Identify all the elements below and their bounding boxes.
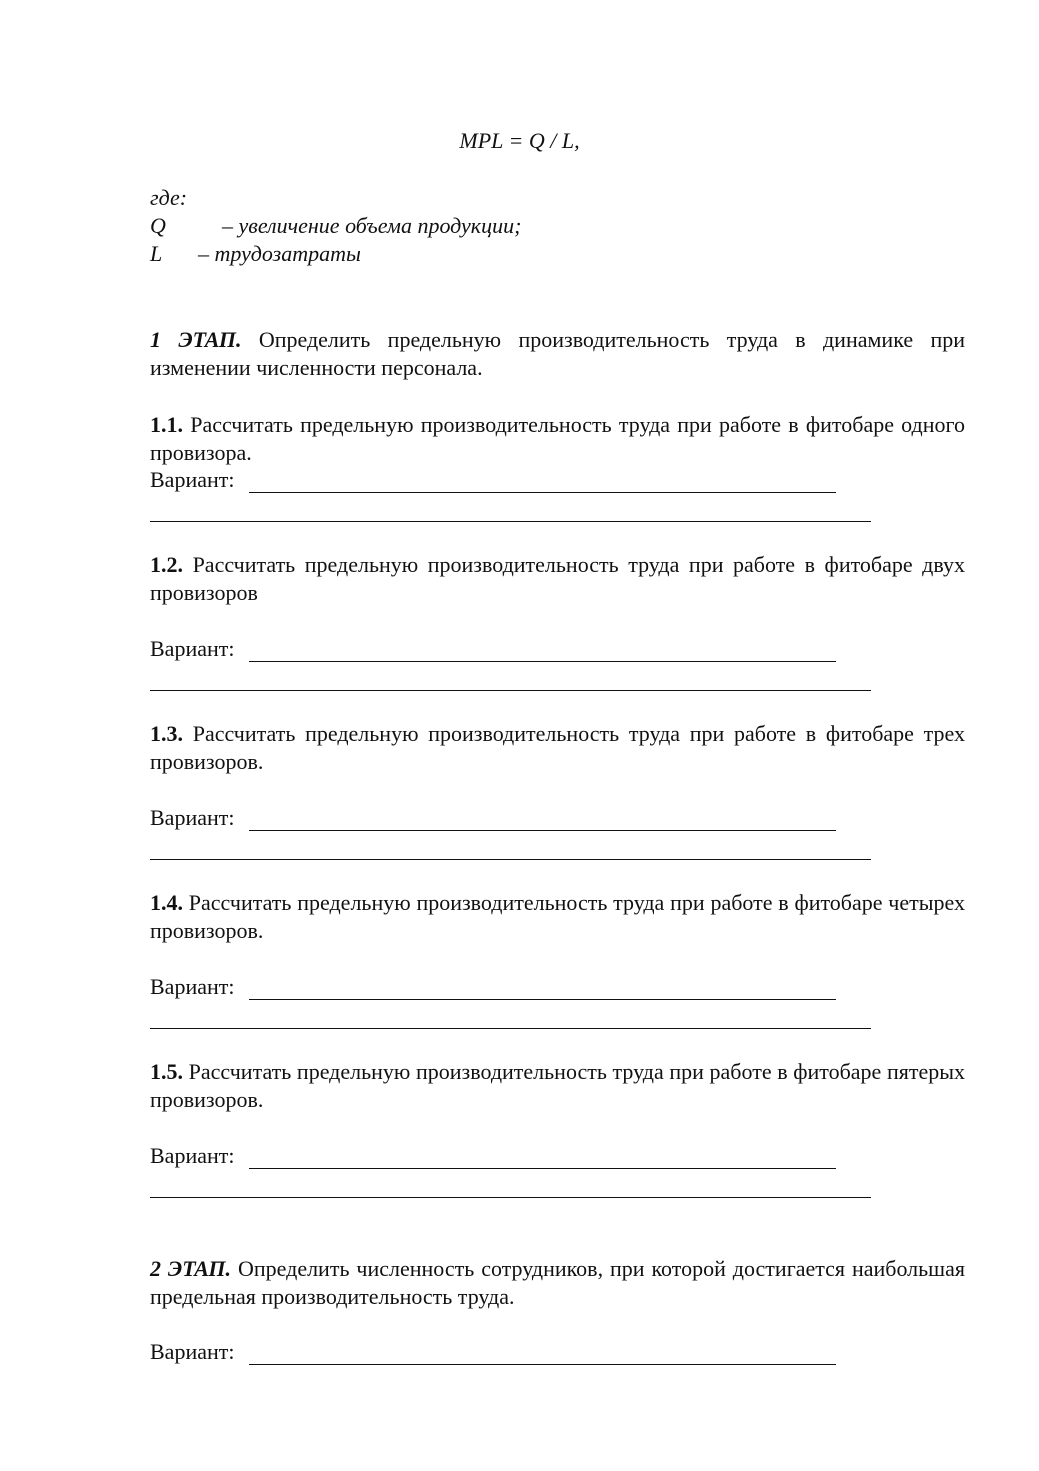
answer-line[interactable] (249, 999, 836, 1000)
task-number: 1.4. (150, 890, 183, 915)
variant-label: Вариант: (150, 805, 235, 830)
task-text: Рассчитать предельную производительность труда при работе в фитобаре пятерых провизоров. (150, 1059, 965, 1112)
task-number: 1.3. (150, 721, 183, 746)
variant-label: Вариант: (150, 467, 235, 492)
answer-line-continued[interactable] (150, 690, 871, 691)
task-text: Рассчитать предельную производительность труда при работе в фитобаре трех провизоров. (150, 721, 966, 774)
answer-line[interactable] (249, 830, 836, 831)
task-1-1 (150, 411, 965, 467)
answer-line-continued[interactable] (150, 1197, 871, 1198)
answer-line[interactable] (249, 492, 836, 493)
answer-line[interactable] (249, 1364, 836, 1365)
where-desc-l: – трудозатраты (198, 241, 361, 266)
where-desc-q: – увеличение объема продукции; (222, 213, 522, 238)
variant-label: Вариант: (150, 1339, 235, 1364)
task-1-5 (150, 1058, 965, 1114)
stage2-title: 2 ЭТАП. (150, 1256, 232, 1281)
where-label: где: (150, 185, 188, 210)
where-symbol-l: L (150, 241, 163, 266)
answer-line-continued[interactable] (150, 521, 871, 522)
answer-line-continued[interactable] (150, 859, 871, 860)
task-1-3 (150, 720, 965, 776)
answer-line[interactable] (249, 661, 836, 662)
stage1-paragraph (150, 326, 965, 382)
task-1-4 (150, 889, 965, 945)
task-1-2 (150, 551, 965, 607)
variant-label: Вариант: (150, 1143, 235, 1168)
variant-label: Вариант: (150, 636, 235, 661)
answer-line-continued[interactable] (150, 1028, 871, 1029)
task-number: 1.1. (150, 412, 183, 437)
stage1-title: 1 ЭТАП. (150, 327, 242, 352)
stage2-paragraph (150, 1255, 965, 1311)
where-symbol-q: Q (150, 213, 166, 238)
stage1-text: Определить предельную производительность труда в динамике при изменении численности персонала. (150, 327, 965, 380)
task-text: Рассчитать предельную производительность труда при работе в фитобаре четырех провизоров. (150, 890, 966, 943)
stage2-text: Определить численность сотрудников, при которой достигается наибольшая предельная производительность труда. (150, 1256, 965, 1309)
task-number: 1.2. (150, 552, 183, 577)
formula: MPL = Q / L, (459, 128, 580, 153)
task-text: Рассчитать предельную производительность труда при работе в фитобаре одного провизора. (150, 412, 965, 465)
task-text: Рассчитать предельную производительность труда при работе в фитобаре двух провизоров (150, 552, 966, 605)
task-number: 1.5. (150, 1059, 183, 1084)
answer-line[interactable] (249, 1168, 836, 1169)
variant-label: Вариант: (150, 974, 235, 999)
